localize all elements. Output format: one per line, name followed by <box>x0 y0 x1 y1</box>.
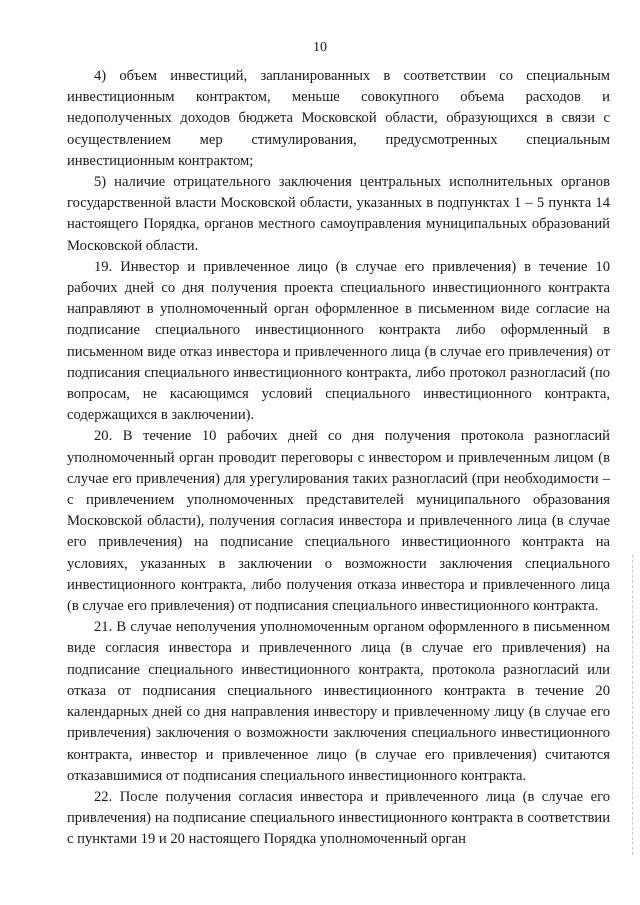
paragraph-clause-21: 21. В случае неполучения уполномоченным органом оформленного в письменном виде согласия инвестора и привлеченного лица (в случае его привлечения) на подписание специального инвестиционного контракта, протокола разногласий или отказа от подписания специального инвестиционного контракта в течение 20 календарных дней со дня направления инвестору и привлеченному лицу (в случае его привлечения) заключения о возможности заключения специального инвестиционного контракта, инвестор и привлеченное лицо (в случае его привлечения) считаются отказавшимися от подписания специального инвестиционного контракта. <box>67 619 610 784</box>
paragraph-clause-19: 19. Инвестор и привлеченное лицо (в случае его привлечения) в течение 10 рабочих дней со дня получения проекта специального инвестиционного контракта направляют в уполномоченный орган оформленное в письменном виде согласие на подписание специального инвестиционного контракта либо оформленный в письменном виде отказ инвестора и привлеченного лица (в случае его привлечения) от подписания специального инвестиционного контракта, либо протокол разногласий (по вопросам, не касающимся условий специального инвестиционного контракта, содержащихся в заключении). <box>67 258 610 424</box>
page-number: 10 <box>313 40 327 55</box>
document-body <box>67 66 610 851</box>
paragraph-clause-22: 22. После получения согласия инвестора и привлеченного лица (в случае его привлечения) на подписание специального инвестиционного контракта в соответствии с пунктами 19 и 20 настоящего Порядка уполномоченный орган <box>67 788 610 848</box>
scan-margin-line <box>632 555 633 855</box>
paragraph-item-5: 5) наличие отрицательного заключения центральных исполнительных органов государственной власти Московской области, указанных в подпунктах 1 – 5 пункта 14 настоящего Порядка, органов местного самоуправления муниципальных образований Московской области. <box>67 174 610 254</box>
paragraph-clause-20: 20. В течение 10 рабочих дней со дня получения протокола разногласий уполномоченный орган проводит переговоры с инвестором и привлеченным лицом (в случае его привлечения) для урегулирования таких разногласий (при необходимости – с привлечением уполномоченных представителей муниципального образования Московской области), получения согласия инвестора и привлеченного лица (в случае его привлечения) на подписание специального инвестиционного контракта на условиях, указанных в заключении о возможности заключения специального инвестиционного контракта, либо получения отказа инвестора и привлеченного лица (в случае его привлечения) от подписания специального инвестиционного контракта. <box>67 428 610 615</box>
paragraph-item-4: 4) объем инвестиций, запланированных в соответствии со специальным инвестиционным контрактом, меньше совокупного объема расходов и недополученных доходов бюджета Московской области, образующихся в связи с осуществлением мер стимулирования, предусмотренных специальным инвестиционным контрактом; <box>67 68 610 169</box>
